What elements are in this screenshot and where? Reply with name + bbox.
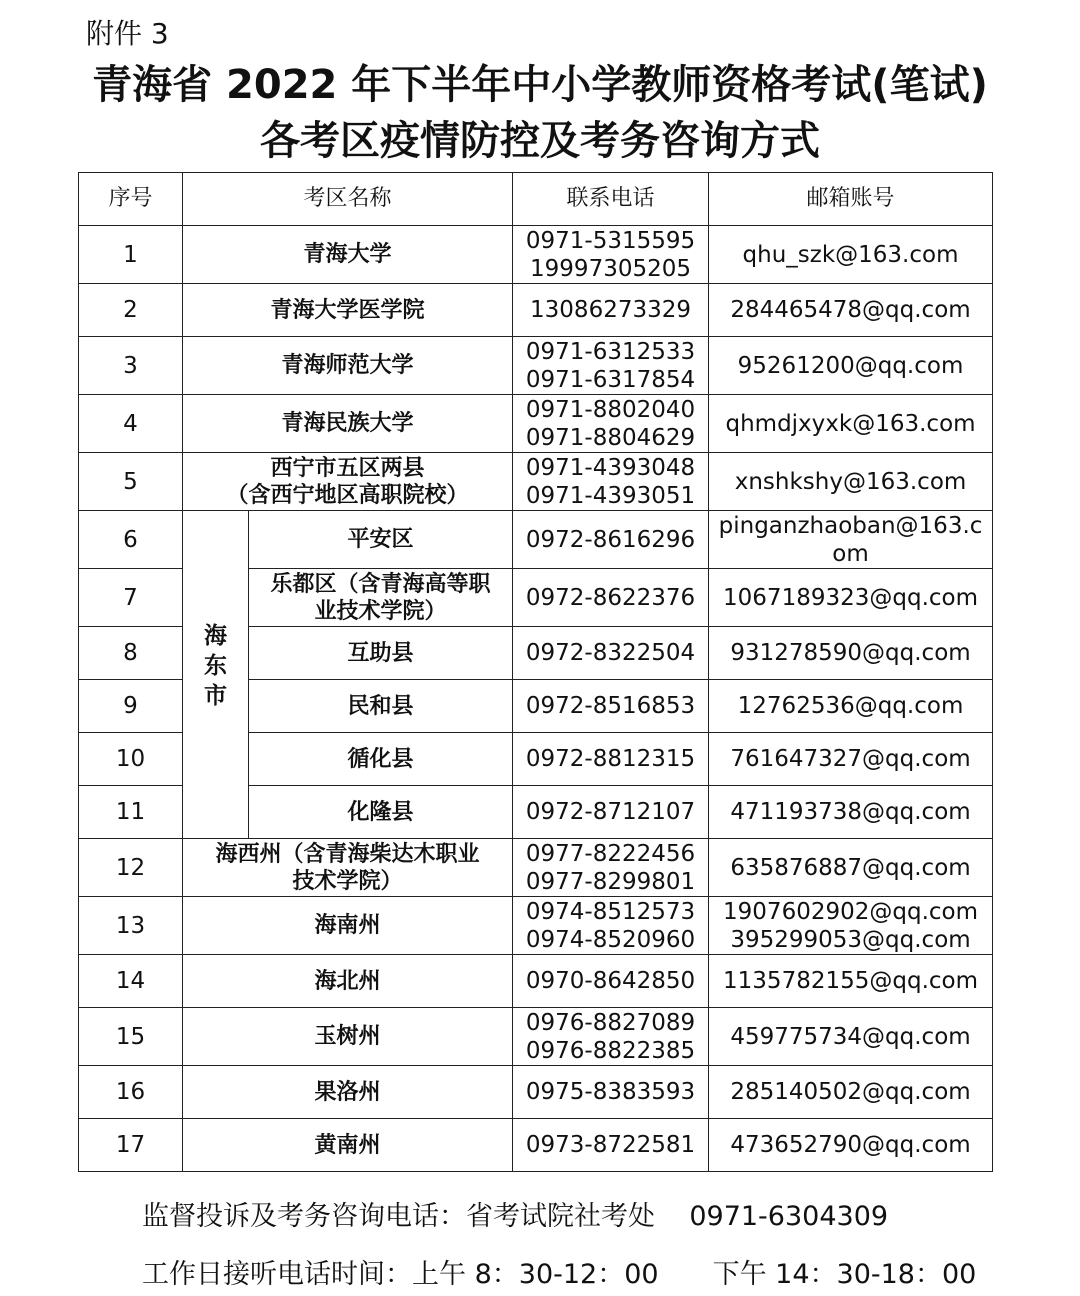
cell-line: 284465478@qq.com — [730, 297, 971, 323]
cell-line: qhu_szk@163.com — [742, 241, 959, 268]
cell-line: 市 — [204, 683, 227, 709]
cell-line: 西宁市五区两县 — [270, 455, 425, 481]
complaint-phone: 0971-6304309 — [689, 1201, 889, 1232]
table-row — [79, 1008, 993, 1066]
hours-pm: 下午 14：30-18：00 — [712, 1259, 977, 1290]
cell-line: 0971-8802040 — [525, 396, 696, 423]
cell-line: pinganzhaoban@163.c — [718, 512, 983, 539]
cell-phone — [513, 1066, 709, 1119]
cell-line: 1907602902@qq.com — [723, 898, 978, 925]
cell-no: 17 — [79, 1119, 183, 1172]
cell-line: 0971-6312533 — [525, 338, 696, 365]
cell-line: 0976-8822385 — [525, 1037, 696, 1064]
cell-line: 0977-8299801 — [525, 868, 696, 895]
cell-site-name — [249, 786, 513, 839]
cell-line: 761647327@qq.com — [730, 746, 971, 772]
cell-line: 471193738@qq.com — [730, 799, 971, 825]
cell-no: 1 — [79, 226, 183, 284]
cell-line: 0972-8322504 — [525, 640, 696, 666]
cell-phone — [513, 839, 709, 897]
cell-email — [709, 1119, 993, 1172]
cell-line: 13086273329 — [530, 297, 691, 323]
cell-line: xnshkshy@163.com — [734, 468, 967, 495]
cell-site-name — [183, 226, 513, 284]
cell-email — [709, 284, 993, 337]
col-header-phone: 联系电话 — [513, 173, 709, 226]
cell-site-name — [249, 733, 513, 786]
cell-site-name — [249, 627, 513, 680]
cell-no: 3 — [79, 337, 183, 395]
cell-no: 8 — [79, 627, 183, 680]
cell-line: 0973-8722581 — [525, 1132, 696, 1158]
cell-line: 黄南州 — [314, 1132, 381, 1158]
cell-email — [709, 453, 993, 511]
cell-no: 10 — [79, 733, 183, 786]
cell-no: 9 — [79, 680, 183, 733]
cell-line: 12762536@qq.com — [737, 693, 964, 719]
cell-line: 473652790@qq.com — [730, 1132, 971, 1158]
cell-line: 0971-8804629 — [525, 424, 696, 451]
cell-line: （含西宁地区高职院校） — [226, 482, 469, 508]
cell-email — [709, 627, 993, 680]
cell-line: 玉树州 — [314, 1024, 381, 1049]
cell-line: 民和县 — [347, 693, 414, 719]
cell-site-name — [183, 1119, 513, 1172]
cell-email — [709, 569, 993, 627]
cell-email — [709, 733, 993, 786]
cell-line: 0975-8383593 — [525, 1079, 696, 1105]
cell-email — [709, 511, 993, 569]
cell-phone — [513, 1008, 709, 1066]
cell-line: 化隆县 — [347, 799, 414, 825]
cell-line: 青海师范大学 — [281, 353, 414, 378]
cell-line: 青海大学 — [303, 242, 392, 267]
cell-line: 0972-8616296 — [525, 526, 696, 553]
cell-site-name — [183, 337, 513, 395]
complaint-label: 监督投诉及考务咨询电话：省考试院社考处 — [142, 1201, 655, 1232]
page-title: 青海省 2022 年下半年中小学教师资格考试(笔试) — [92, 62, 988, 108]
cell-line: 果洛州 — [314, 1079, 381, 1105]
cell-line: 技术学院） — [292, 868, 403, 894]
cell-line: 东 — [204, 653, 227, 679]
table-row — [79, 395, 993, 453]
table-row — [79, 839, 993, 897]
cell-no: 11 — [79, 786, 183, 839]
cell-no: 2 — [79, 284, 183, 337]
cell-line: 0971-6317854 — [525, 366, 696, 393]
cell-line: 海南州 — [314, 913, 381, 938]
cell-line: 395299053@qq.com — [730, 926, 971, 953]
cell-line: 平安区 — [347, 527, 414, 552]
cell-email — [709, 337, 993, 395]
table-row — [79, 226, 993, 284]
cell-line: 0971-4393048 — [525, 454, 696, 481]
cell-line: 0974-8520960 — [525, 926, 696, 953]
cell-line: qhmdjxyxk@163.com — [725, 410, 976, 437]
cell-line: 931278590@qq.com — [730, 640, 971, 666]
cell-no: 6 — [79, 511, 183, 569]
hours-line — [142, 1252, 976, 1291]
cell-no: 12 — [79, 839, 183, 897]
complaint-line — [142, 1194, 888, 1233]
cell-line: 0971-5315595 — [525, 227, 696, 254]
cell-line: 459775734@qq.com — [730, 1023, 971, 1050]
cell-line: om — [832, 540, 869, 567]
region-haidong — [183, 511, 249, 839]
cell-line: 0972-8812315 — [525, 746, 696, 772]
cell-line: 0972-8712107 — [525, 799, 696, 825]
cell-site-name — [249, 511, 513, 569]
cell-line: 95261200@qq.com — [737, 352, 964, 379]
cell-phone — [513, 680, 709, 733]
cell-site-name — [183, 453, 513, 511]
cell-line: 1067189323@qq.com — [723, 584, 978, 611]
cell-phone — [513, 1119, 709, 1172]
cell-phone — [513, 569, 709, 627]
cell-no: 14 — [79, 955, 183, 1008]
cell-line: 循化县 — [347, 746, 414, 772]
cell-site-name — [183, 284, 513, 337]
cell-no: 15 — [79, 1008, 183, 1066]
cell-site-name — [249, 569, 513, 627]
cell-line: 635876887@qq.com — [730, 854, 971, 881]
cell-line: 海北州 — [314, 968, 381, 994]
cell-site-name — [183, 955, 513, 1008]
table-row — [79, 284, 993, 337]
cell-phone — [513, 453, 709, 511]
cell-line: 互助县 — [347, 640, 414, 666]
cell-site-name — [183, 897, 513, 955]
table-row — [79, 453, 993, 511]
cell-line: 0972-8516853 — [525, 693, 696, 719]
table-header-row — [79, 173, 993, 226]
cell-line: 0976-8827089 — [525, 1009, 696, 1036]
table-row — [79, 955, 993, 1008]
cell-line: 海西州（含青海柴达木职业 — [215, 841, 480, 867]
cell-phone — [513, 511, 709, 569]
cell-no: 13 — [79, 897, 183, 955]
hours-label: 工作日接听电话时间： — [142, 1259, 412, 1290]
attachment-label: 附件 3 — [86, 17, 169, 50]
cell-phone — [513, 733, 709, 786]
cell-line: 285140502@qq.com — [730, 1079, 971, 1105]
cell-email — [709, 1008, 993, 1066]
hours-am: 上午 8：30-12：00 — [412, 1259, 659, 1290]
table-row — [79, 337, 993, 395]
cell-line: 海 — [204, 623, 227, 649]
cell-site-name — [183, 1066, 513, 1119]
cell-line: 青海大学医学院 — [270, 297, 425, 323]
table-row — [79, 897, 993, 955]
cell-no: 16 — [79, 1066, 183, 1119]
cell-site-name — [249, 680, 513, 733]
cell-email — [709, 226, 993, 284]
cell-line: 0970-8642850 — [525, 968, 696, 994]
cell-email — [709, 786, 993, 839]
cell-line: 乐都区（含青海高等职 — [270, 571, 491, 597]
cell-site-name — [183, 839, 513, 897]
col-header-email: 邮箱账号 — [709, 173, 993, 226]
cell-email — [709, 1066, 993, 1119]
cell-line: 青海民族大学 — [281, 411, 414, 436]
cell-line: 19997305205 — [530, 255, 691, 282]
cell-phone — [513, 955, 709, 1008]
cell-email — [709, 897, 993, 955]
cell-email — [709, 839, 993, 897]
cell-no: 7 — [79, 569, 183, 627]
col-header-name: 考区名称 — [183, 173, 513, 226]
cell-line: 0977-8222456 — [525, 840, 696, 867]
cell-phone — [513, 337, 709, 395]
cell-no: 5 — [79, 453, 183, 511]
cell-line: 1135782155@qq.com — [723, 968, 978, 994]
cell-line: 0974-8512573 — [525, 898, 696, 925]
cell-no: 4 — [79, 395, 183, 453]
cell-phone — [513, 226, 709, 284]
cell-site-name — [183, 1008, 513, 1066]
table-row — [79, 1066, 993, 1119]
col-header-no: 序号 — [79, 173, 183, 226]
cell-email — [709, 680, 993, 733]
cell-phone — [513, 627, 709, 680]
page-subtitle: 各考区疫情防控及考务咨询方式 — [260, 118, 820, 164]
cell-line: 0972-8622376 — [525, 584, 696, 611]
cell-phone — [513, 284, 709, 337]
cell-email — [709, 955, 993, 1008]
contact-table — [78, 172, 993, 1172]
table-row — [79, 511, 993, 569]
cell-email — [709, 395, 993, 453]
cell-line: 0971-4393051 — [525, 482, 696, 509]
cell-phone — [513, 395, 709, 453]
cell-line: 业技术学院） — [314, 598, 447, 624]
cell-site-name — [183, 395, 513, 453]
table-row — [79, 1119, 993, 1172]
cell-phone — [513, 897, 709, 955]
cell-phone — [513, 786, 709, 839]
